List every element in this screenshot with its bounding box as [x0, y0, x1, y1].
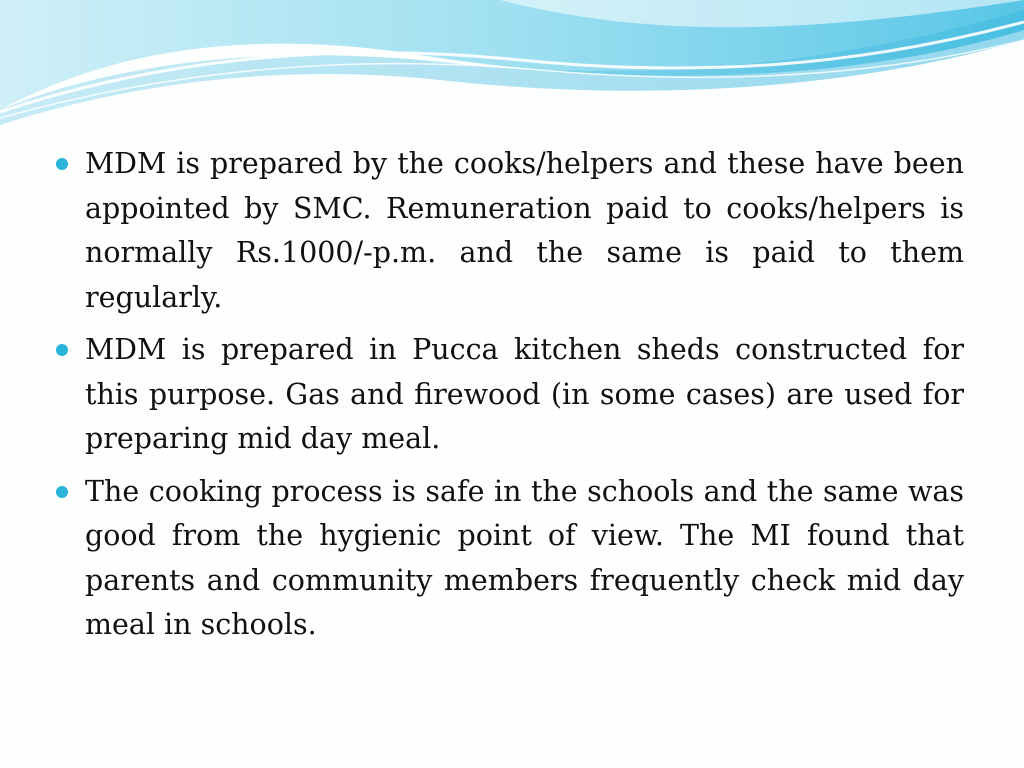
bullet-list: [52, 142, 964, 656]
bullet-item: [52, 328, 964, 462]
bullet-text: The cooking process is safe in the schools and the same was good from the hygienic point of view. The MI found that parents and community members frequently check mid day meal in schools.: [85, 474, 964, 641]
bullet-dot-icon: [56, 158, 68, 170]
bullet-text: MDM is prepared by the cooks/helpers and these have been appointed by SMC. Remuneration paid to cooks/helpers is normally Rs.1000/-p.m. and the same is paid to them regularly.: [85, 147, 964, 314]
wave-header-decoration: [0, 0, 1024, 140]
bullet-dot-icon: [56, 344, 68, 356]
bullet-text: MDM is prepared in Pucca kitchen sheds constructed for this purpose. Gas and firewood (in some cases) are used for preparing mid day meal.: [85, 333, 964, 455]
bullet-dot-icon: [56, 486, 68, 498]
bullet-item: [52, 142, 964, 320]
bullet-item: [52, 470, 964, 648]
